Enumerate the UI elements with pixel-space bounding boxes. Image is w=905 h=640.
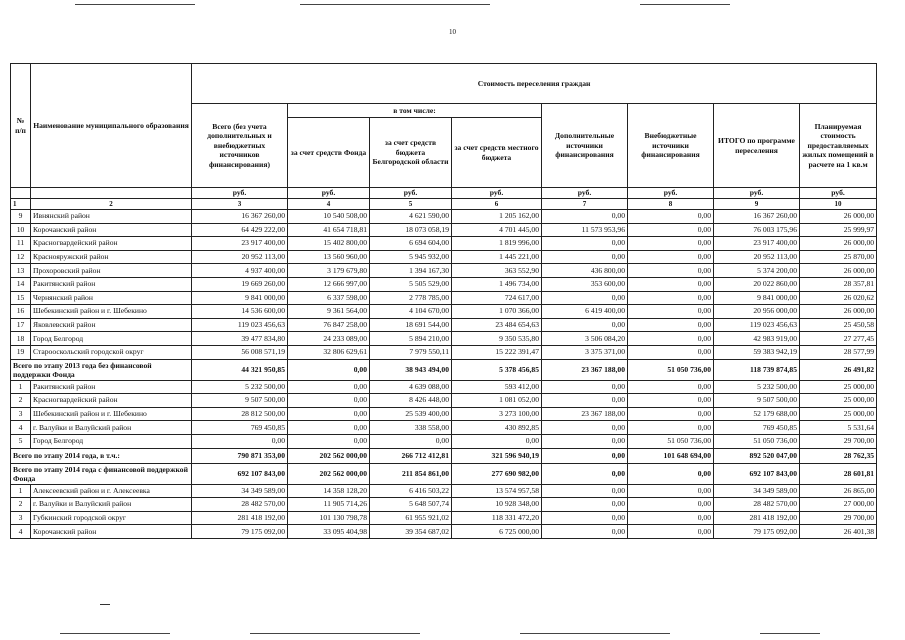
value-cell: 0,00 — [628, 380, 714, 394]
value-cell: 353 600,00 — [542, 277, 628, 291]
value-cell: 12 666 997,00 — [288, 277, 370, 291]
resettlement-cost-table — [10, 63, 877, 539]
municipality-name: Ивнянский район — [31, 210, 192, 224]
summary-value: 266 712 412,81 — [370, 448, 452, 463]
municipality-name: Город Белгород — [31, 332, 192, 346]
value-cell: 10 540 508,00 — [288, 210, 370, 224]
value-cell: 281 418 192,00 — [714, 511, 800, 525]
table-row — [11, 332, 877, 346]
value-cell: 25 000,00 — [800, 407, 877, 421]
value-cell: 39 354 687,02 — [370, 525, 452, 539]
table-row — [11, 210, 877, 224]
summary-value: 692 107 843,00 — [714, 463, 800, 484]
table-row — [11, 498, 877, 512]
unit-cell-empty — [31, 188, 192, 199]
value-cell: 0,00 — [542, 237, 628, 251]
row-number: 3 — [11, 511, 31, 525]
value-cell: 0,00 — [628, 305, 714, 319]
value-cell: 28 357,81 — [800, 277, 877, 291]
row-number: 16 — [11, 305, 31, 319]
value-cell: 16 367 260,00 — [192, 210, 288, 224]
table-row — [11, 511, 877, 525]
value-cell: 5 505 529,00 — [370, 277, 452, 291]
page-number: 10 — [449, 28, 456, 36]
value-cell: 281 418 192,00 — [192, 511, 288, 525]
table-row — [11, 394, 877, 408]
municipality-name: Ракитянский район — [31, 380, 192, 394]
table-row — [11, 421, 877, 435]
value-cell: 51 050 736,00 — [628, 434, 714, 448]
value-cell: 724 617,00 — [452, 291, 542, 305]
unit-cell: руб. — [192, 188, 288, 199]
edge-rule — [250, 633, 420, 634]
value-cell: 5 945 932,00 — [370, 250, 452, 264]
row-number: 13 — [11, 264, 31, 278]
value-cell: 26 865,00 — [800, 484, 877, 498]
value-cell: 119 023 456,63 — [714, 318, 800, 332]
municipality-name: Корочанский район — [31, 223, 192, 237]
header-offbudget: Внебюджетные источники финансирования — [628, 104, 714, 188]
col-index: 8 — [628, 199, 714, 210]
value-cell: 27 000,00 — [800, 498, 877, 512]
header-name: Наименование муниципального образования — [31, 64, 192, 188]
unit-cell: руб. — [370, 188, 452, 199]
summary-value: 23 367 188,00 — [542, 359, 628, 380]
row-number: 12 — [11, 250, 31, 264]
table-row — [11, 291, 877, 305]
summary-value: 51 050 736,00 — [628, 359, 714, 380]
value-cell: 13 560 960,00 — [288, 250, 370, 264]
value-cell: 0,00 — [542, 318, 628, 332]
value-cell: 26 000,00 — [800, 305, 877, 319]
value-cell: 0,00 — [628, 498, 714, 512]
summary-value: 277 690 982,00 — [452, 463, 542, 484]
unit-cell: руб. — [714, 188, 800, 199]
value-cell: 16 367 260,00 — [714, 210, 800, 224]
col-index: 2 — [31, 199, 192, 210]
value-cell: 20 952 113,00 — [714, 250, 800, 264]
value-cell: 363 552,90 — [452, 264, 542, 278]
value-cell: 23 484 654,63 — [452, 318, 542, 332]
value-cell: 6 694 604,00 — [370, 237, 452, 251]
row-number: 4 — [11, 421, 31, 435]
value-cell: 4 639 088,00 — [370, 380, 452, 394]
column-index-row — [11, 199, 877, 210]
value-cell: 9 361 564,00 — [288, 305, 370, 319]
value-cell: 5 648 507,74 — [370, 498, 452, 512]
subtotal-row — [11, 463, 877, 484]
value-cell: 0,00 — [628, 250, 714, 264]
value-cell: 0,00 — [542, 421, 628, 435]
value-cell: 10 928 348,00 — [452, 498, 542, 512]
value-cell: 5 232 500,00 — [192, 380, 288, 394]
value-cell: 9 350 535,80 — [452, 332, 542, 346]
value-cell: 0,00 — [192, 434, 288, 448]
header-group-title: Стоимость переселения граждан — [192, 64, 877, 104]
header-no: № п/п — [11, 64, 31, 188]
value-cell: 6 419 400,00 — [542, 305, 628, 319]
row-number: 3 — [11, 407, 31, 421]
value-cell: 28 482 570,00 — [192, 498, 288, 512]
summary-label: Всего по этапу 2014 года с финансовой поддержкой Фонда — [11, 463, 192, 484]
unit-cell-empty — [11, 188, 31, 199]
unit-cell: руб. — [628, 188, 714, 199]
summary-value: 5 378 456,85 — [452, 359, 542, 380]
value-cell: 33 095 404,98 — [288, 525, 370, 539]
footnote-dash — [100, 604, 110, 605]
value-cell: 56 008 571,19 — [192, 345, 288, 359]
row-number: 1 — [11, 380, 31, 394]
value-cell: 26 000,00 — [800, 210, 877, 224]
value-cell: 0,00 — [542, 250, 628, 264]
summary-value: 892 520 047,00 — [714, 448, 800, 463]
value-cell: 1 070 366,00 — [452, 305, 542, 319]
value-cell: 20 952 113,00 — [192, 250, 288, 264]
summary-value: 211 854 861,00 — [370, 463, 452, 484]
value-cell: 0,00 — [628, 525, 714, 539]
municipality-name: Чернянский район — [31, 291, 192, 305]
summary-value: 0,00 — [542, 463, 628, 484]
value-cell: 4 937 400,00 — [192, 264, 288, 278]
summary-value: 26 491,82 — [800, 359, 877, 380]
value-cell: 4 104 670,00 — [370, 305, 452, 319]
value-cell: 1 445 221,00 — [452, 250, 542, 264]
value-cell: 26 000,00 — [800, 237, 877, 251]
summary-value: 0,00 — [288, 359, 370, 380]
table-body — [11, 210, 877, 539]
municipality-name: Шебекинский район и г. Шебекино — [31, 305, 192, 319]
value-cell: 18 691 544,00 — [370, 318, 452, 332]
value-cell: 1 205 162,00 — [452, 210, 542, 224]
summary-value: 0,00 — [542, 448, 628, 463]
row-number: 14 — [11, 277, 31, 291]
value-cell: 3 506 084,20 — [542, 332, 628, 346]
value-cell: 29 700,00 — [800, 511, 877, 525]
bottom-edge-rules — [0, 633, 905, 634]
edge-rule — [60, 633, 170, 634]
value-cell: 76 003 175,96 — [714, 223, 800, 237]
table-row — [11, 250, 877, 264]
value-cell: 9 841 000,00 — [714, 291, 800, 305]
value-cell: 13 574 957,58 — [452, 484, 542, 498]
unit-cell: руб. — [288, 188, 370, 199]
value-cell: 3 273 100,00 — [452, 407, 542, 421]
value-cell: 5 894 210,00 — [370, 332, 452, 346]
header-total: Всего (без учета дополнительных и внебюджетных источников финансирования) — [192, 104, 288, 188]
header-planned: Планируемая стоимость предоставляемых жилых помещений в расчете на 1 кв.м — [800, 104, 877, 188]
value-cell: 0,00 — [628, 407, 714, 421]
value-cell: 0,00 — [542, 484, 628, 498]
value-cell: 769 450,85 — [192, 421, 288, 435]
municipality-name: Губкинский городской округ — [31, 511, 192, 525]
value-cell: 42 983 919,00 — [714, 332, 800, 346]
table-row — [11, 223, 877, 237]
municipality-name: Алексеевский район и г. Алексеевка — [31, 484, 192, 498]
value-cell: 0,00 — [628, 291, 714, 305]
summary-label: Всего по этапу 2013 года без финансовой поддержки Фонда — [11, 359, 192, 380]
value-cell: 51 050 736,00 — [714, 434, 800, 448]
value-cell: 0,00 — [542, 498, 628, 512]
value-cell: 0,00 — [542, 525, 628, 539]
col-index: 4 — [288, 199, 370, 210]
value-cell: 25 999,97 — [800, 223, 877, 237]
value-cell: 19 669 260,00 — [192, 277, 288, 291]
row-number: 15 — [11, 291, 31, 305]
value-cell: 436 800,00 — [542, 264, 628, 278]
table-row — [11, 407, 877, 421]
value-cell: 14 358 128,20 — [288, 484, 370, 498]
value-cell: 0,00 — [370, 434, 452, 448]
value-cell: 4 701 445,00 — [452, 223, 542, 237]
value-cell: 11 573 953,96 — [542, 223, 628, 237]
edge-rule — [300, 4, 490, 5]
value-cell: 430 892,85 — [452, 421, 542, 435]
header-additional: Дополнительные источники финансирования — [542, 104, 628, 188]
header-fund: за счет средств Фонда — [288, 118, 370, 188]
value-cell: 0,00 — [628, 484, 714, 498]
row-number: 11 — [11, 237, 31, 251]
value-cell: 593 412,00 — [452, 380, 542, 394]
municipality-name: Старооскольский городской округ — [31, 345, 192, 359]
value-cell: 25 000,00 — [800, 380, 877, 394]
table-row — [11, 525, 877, 539]
row-number: 5 — [11, 434, 31, 448]
municipality-name: Город Белгород — [31, 434, 192, 448]
value-cell: 20 022 860,00 — [714, 277, 800, 291]
value-cell: 14 536 600,00 — [192, 305, 288, 319]
value-cell: 0,00 — [452, 434, 542, 448]
value-cell: 61 955 921,02 — [370, 511, 452, 525]
municipality-name: Ракитянский район — [31, 277, 192, 291]
row-number: 9 — [11, 210, 31, 224]
value-cell: 1 081 052,00 — [452, 394, 542, 408]
value-cell: 76 847 258,00 — [288, 318, 370, 332]
value-cell: 6 725 000,00 — [452, 525, 542, 539]
col-index: 3 — [192, 199, 288, 210]
value-cell: 769 450,85 — [714, 421, 800, 435]
value-cell: 15 222 391,47 — [452, 345, 542, 359]
value-cell: 6 416 503,22 — [370, 484, 452, 498]
value-cell: 0,00 — [628, 237, 714, 251]
edge-rule — [640, 4, 730, 5]
table-row — [11, 434, 877, 448]
municipality-name: Корочанский район — [31, 525, 192, 539]
header-itogo: ИТОГО по программе переселения — [714, 104, 800, 188]
municipality-name: г. Валуйки и Валуйский район — [31, 421, 192, 435]
row-number: 10 — [11, 223, 31, 237]
row-number: 2 — [11, 498, 31, 512]
value-cell: 64 429 222,00 — [192, 223, 288, 237]
table-row — [11, 277, 877, 291]
value-cell: 0,00 — [542, 511, 628, 525]
value-cell: 25 000,00 — [800, 394, 877, 408]
value-cell: 0,00 — [628, 421, 714, 435]
header-region: за счет средств бюджета Белгородской области — [370, 118, 452, 188]
table-row — [11, 318, 877, 332]
value-cell: 0,00 — [628, 394, 714, 408]
value-cell: 28 577,99 — [800, 345, 877, 359]
table-row — [11, 237, 877, 251]
value-cell: 5 232 500,00 — [714, 380, 800, 394]
total-row — [11, 448, 877, 463]
header-including: в том числе: — [288, 104, 542, 118]
value-cell: 3 375 371,00 — [542, 345, 628, 359]
value-cell: 79 175 092,00 — [714, 525, 800, 539]
municipality-name: Прохоровский район — [31, 264, 192, 278]
value-cell: 9 841 000,00 — [192, 291, 288, 305]
value-cell: 0,00 — [288, 380, 370, 394]
value-cell: 5 374 200,00 — [714, 264, 800, 278]
value-cell: 0,00 — [628, 345, 714, 359]
value-cell: 11 905 714,26 — [288, 498, 370, 512]
value-cell: 29 700,00 — [800, 434, 877, 448]
value-cell: 26 000,00 — [800, 264, 877, 278]
value-cell: 1 496 734,00 — [452, 277, 542, 291]
summary-label: Всего по этапу 2014 года, в т.ч.: — [11, 448, 192, 463]
value-cell: 0,00 — [288, 407, 370, 421]
row-number: 2 — [11, 394, 31, 408]
value-cell: 25 450,58 — [800, 318, 877, 332]
value-cell: 23 917 400,00 — [714, 237, 800, 251]
value-cell: 338 558,00 — [370, 421, 452, 435]
row-number: 1 — [11, 484, 31, 498]
col-index: 10 — [800, 199, 877, 210]
value-cell: 79 175 092,00 — [192, 525, 288, 539]
value-cell: 52 179 688,00 — [714, 407, 800, 421]
municipality-name: г. Валуйки и Валуйский район — [31, 498, 192, 512]
value-cell: 0,00 — [628, 264, 714, 278]
resettlement-cost-table-sheet — [10, 63, 876, 539]
table-row — [11, 305, 877, 319]
table-row — [11, 484, 877, 498]
value-cell: 34 349 589,00 — [192, 484, 288, 498]
value-cell: 39 477 834,80 — [192, 332, 288, 346]
value-cell: 0,00 — [542, 434, 628, 448]
value-cell: 26 401,38 — [800, 525, 877, 539]
edge-rule — [520, 633, 670, 634]
value-cell: 2 778 785,00 — [370, 291, 452, 305]
edge-rule — [760, 633, 820, 634]
units-row — [11, 188, 877, 199]
value-cell: 59 383 942,19 — [714, 345, 800, 359]
value-cell: 0,00 — [628, 277, 714, 291]
summary-value: 28 601,81 — [800, 463, 877, 484]
value-cell: 5 531,64 — [800, 421, 877, 435]
value-cell: 28 482 570,00 — [714, 498, 800, 512]
edge-rule — [75, 4, 195, 5]
col-index: 5 — [370, 199, 452, 210]
summary-value: 0,00 — [628, 463, 714, 484]
row-number: 17 — [11, 318, 31, 332]
col-index: 6 — [452, 199, 542, 210]
summary-value: 28 762,35 — [800, 448, 877, 463]
value-cell: 0,00 — [288, 421, 370, 435]
value-cell: 20 956 000,00 — [714, 305, 800, 319]
summary-value: 44 321 950,85 — [192, 359, 288, 380]
value-cell: 28 812 500,00 — [192, 407, 288, 421]
table-row — [11, 345, 877, 359]
value-cell: 0,00 — [542, 380, 628, 394]
value-cell: 26 020,62 — [800, 291, 877, 305]
subtotal-row — [11, 359, 877, 380]
value-cell: 0,00 — [628, 210, 714, 224]
value-cell: 118 331 472,20 — [452, 511, 542, 525]
value-cell: 101 130 798,78 — [288, 511, 370, 525]
value-cell: 18 073 058,19 — [370, 223, 452, 237]
value-cell: 9 507 500,00 — [192, 394, 288, 408]
value-cell: 0,00 — [288, 394, 370, 408]
municipality-name: Шебекинский район и г. Шебекино — [31, 407, 192, 421]
summary-value: 692 107 843,00 — [192, 463, 288, 484]
municipality-name: Красногвардейский район — [31, 237, 192, 251]
value-cell: 0,00 — [542, 291, 628, 305]
value-cell: 9 507 500,00 — [714, 394, 800, 408]
summary-value: 790 871 353,00 — [192, 448, 288, 463]
summary-value: 202 562 000,00 — [288, 463, 370, 484]
row-number: 18 — [11, 332, 31, 346]
value-cell: 4 621 590,00 — [370, 210, 452, 224]
value-cell: 23 917 400,00 — [192, 237, 288, 251]
row-number: 4 — [11, 525, 31, 539]
header-local: за счет средств местного бюджета — [452, 118, 542, 188]
value-cell: 0,00 — [628, 223, 714, 237]
summary-value: 202 562 000,00 — [288, 448, 370, 463]
table-row — [11, 380, 877, 394]
value-cell: 0,00 — [542, 210, 628, 224]
value-cell: 24 233 089,00 — [288, 332, 370, 346]
value-cell: 25 539 400,00 — [370, 407, 452, 421]
value-cell: 15 402 800,00 — [288, 237, 370, 251]
value-cell: 41 654 718,81 — [288, 223, 370, 237]
value-cell: 34 349 589,00 — [714, 484, 800, 498]
value-cell: 7 979 550,11 — [370, 345, 452, 359]
summary-value: 101 648 694,00 — [628, 448, 714, 463]
municipality-name: Красногвардейский район — [31, 394, 192, 408]
value-cell: 3 179 679,80 — [288, 264, 370, 278]
unit-cell: руб. — [542, 188, 628, 199]
value-cell: 0,00 — [542, 394, 628, 408]
value-cell: 23 367 188,00 — [542, 407, 628, 421]
summary-value: 38 943 494,00 — [370, 359, 452, 380]
summary-value: 118 739 874,85 — [714, 359, 800, 380]
unit-cell: руб. — [800, 188, 877, 199]
value-cell: 0,00 — [628, 332, 714, 346]
value-cell: 25 870,00 — [800, 250, 877, 264]
value-cell: 0,00 — [288, 434, 370, 448]
col-index: 9 — [714, 199, 800, 210]
unit-cell: руб. — [452, 188, 542, 199]
summary-value: 321 596 940,19 — [452, 448, 542, 463]
value-cell: 0,00 — [628, 511, 714, 525]
row-number: 19 — [11, 345, 31, 359]
table-row — [11, 264, 877, 278]
municipality-name: Яковлевский район — [31, 318, 192, 332]
value-cell: 27 277,45 — [800, 332, 877, 346]
value-cell: 8 426 448,00 — [370, 394, 452, 408]
value-cell: 1 819 996,00 — [452, 237, 542, 251]
value-cell: 1 394 167,30 — [370, 264, 452, 278]
col-index: 1 — [11, 199, 31, 210]
value-cell: 32 806 629,61 — [288, 345, 370, 359]
col-index: 7 — [542, 199, 628, 210]
municipality-name: Краснояружский район — [31, 250, 192, 264]
value-cell: 6 337 598,00 — [288, 291, 370, 305]
value-cell: 0,00 — [628, 318, 714, 332]
value-cell: 119 023 456,63 — [192, 318, 288, 332]
